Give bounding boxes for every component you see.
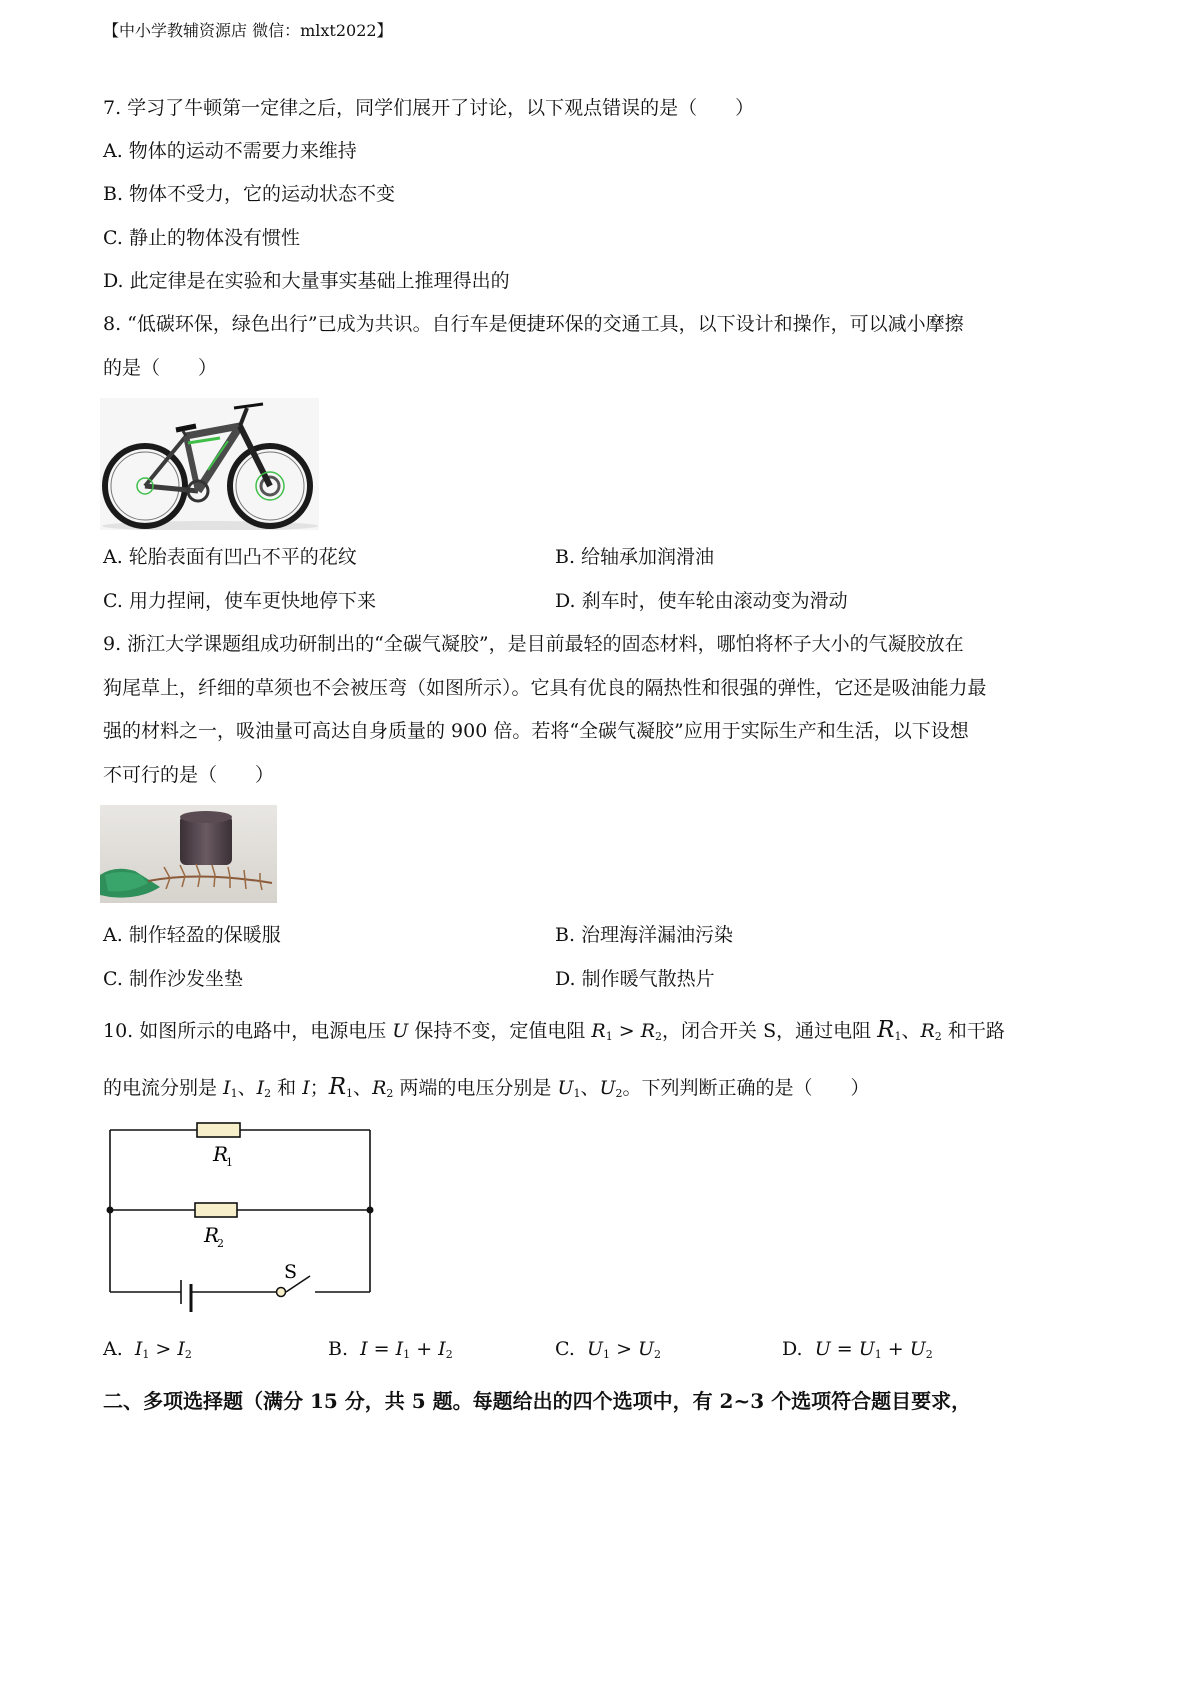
q7-option-b[interactable]: B. 物体不受力，它的运动状态不变 — [103, 183, 396, 205]
junction-left — [107, 1207, 114, 1214]
circuit-diagram — [100, 1118, 390, 1328]
q9-stem-line4: 不可行的是（ ） — [103, 764, 275, 786]
q9-option-c[interactable]: C. 制作沙发坐垫 — [103, 968, 243, 990]
q9-stem-line1: 9. 浙江大学课题组成功研制出的“全碳气凝胶”，是目前最轻的固态材料，哪怕将杯子大小的气凝胶放在 — [103, 633, 964, 655]
q8-option-c[interactable]: C. 用力捏闸，使车更快地停下来 — [103, 590, 376, 612]
q10-option-c[interactable]: C. $U_1 > U_2$ — [555, 1338, 662, 1361]
label-r1: R — [213, 1142, 229, 1166]
q9-option-d[interactable]: D. 制作暖气散热片 — [555, 968, 715, 990]
q7-option-d[interactable]: D. 此定律是在实验和大量事实基础上推理得出的 — [103, 270, 510, 292]
section2-heading: 二、多项选择题（满分 15 分，共 5 题。每题给出的四个选项中，有 2~3 个选项符合题目要求， — [103, 1389, 972, 1413]
q10-stem-line2: 的电流分别是 $I_1$、$I_2$ 和 I；$R_1$、$R_2$ 两端的电压分别是 $U_1$、$U_2$。下列判断正确的是（ ） — [103, 1074, 870, 1100]
resistor-r1 — [197, 1123, 240, 1137]
q10-option-d[interactable]: D. $U = U_1 + U_2$ — [782, 1338, 933, 1361]
q9-option-a[interactable]: A. 制作轻盈的保暖服 — [103, 924, 281, 946]
label-r2: R — [204, 1223, 220, 1247]
q8-option-b[interactable]: B. 给轴承加润滑油 — [555, 546, 715, 568]
bicycle-photo — [100, 398, 319, 530]
resistor-r2 — [195, 1203, 237, 1217]
q10-option-a[interactable]: A. $I_1 > I_2$ — [103, 1338, 192, 1361]
switch-pivot — [277, 1288, 286, 1297]
q9-option-b[interactable]: B. 治理海洋漏油污染 — [555, 924, 734, 946]
q8-option-d[interactable]: D. 刹车时，使车轮由滚动变为滑动 — [555, 590, 848, 612]
q8-option-a[interactable]: A. 轮胎表面有凹凸不平的花纹 — [103, 546, 357, 568]
page-header: 【中小学教辅资源店 微信：mlxt2022】 — [103, 21, 393, 40]
q10-option-b[interactable]: B. $I = I_1 + I_2$ — [328, 1338, 453, 1361]
q10-stem-line1: 10. 如图所示的电路中，电源电压 U 保持不变，定值电阻 $R_1 > R_2$，闭合开关 S，通过电阻 $R_1$、$R_2$ 和干路 — [103, 1017, 1005, 1043]
q9-stem-line3: 强的材料之一，吸油量可高达自身质量的 900 倍。若将“全碳气凝胶”应用于实际生产和生活，以下设想 — [103, 720, 969, 742]
q7-option-a[interactable]: A. 物体的运动不需要力来维持 — [103, 140, 357, 162]
label-r2-sub: 2 — [217, 1237, 224, 1250]
q7-stem: 7. 学习了牛顿第一定律之后，同学们展开了讨论，以下观点错误的是（ ） — [103, 97, 755, 119]
q8-stem-line1: 8. “低碳环保，绿色出行”已成为共识。自行车是便捷环保的交通工具，以下设计和操作，可以减小摩擦 — [103, 313, 964, 335]
aerogel-photo — [100, 805, 277, 903]
q8-stem-line2: 的是（ ） — [103, 357, 218, 379]
q9-stem-line2: 狗尾草上，纤细的草须也不会被压弯（如图所示）。它具有优良的隔热性和很强的弹性，它还是吸油能力最 — [103, 677, 987, 699]
label-r1-sub: 1 — [226, 1156, 233, 1169]
junction-right — [367, 1207, 374, 1214]
label-switch: S — [284, 1261, 298, 1283]
q7-option-c[interactable]: C. 静止的物体没有惯性 — [103, 227, 300, 249]
